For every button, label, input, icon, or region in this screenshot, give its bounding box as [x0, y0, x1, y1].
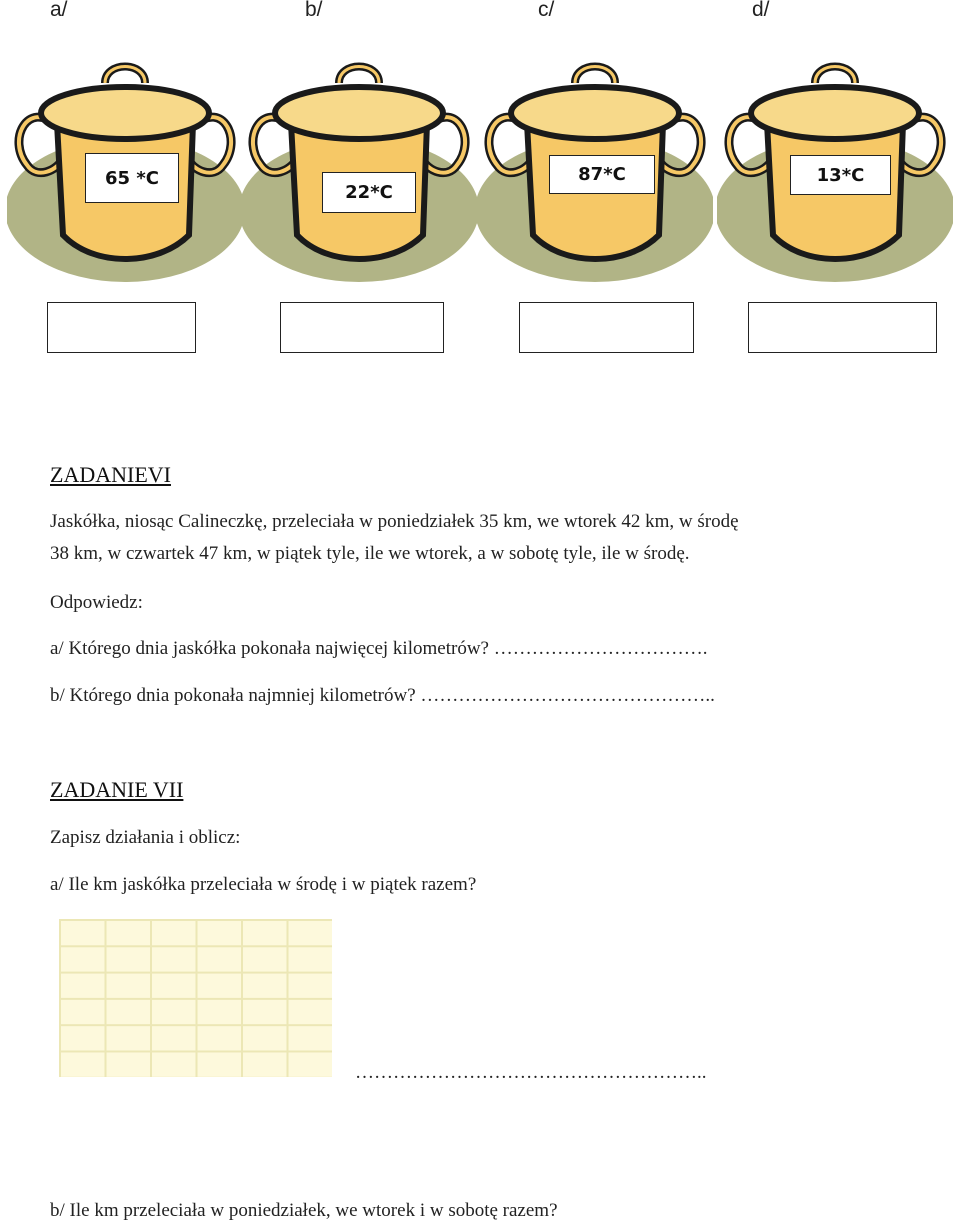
answer-box-b[interactable] — [280, 302, 444, 353]
temperature-label-a: 65 *C — [85, 153, 179, 203]
label-d: d/ — [752, 0, 770, 21]
task6-question-a: a/ Którego dnia jaskółka pokonała najwięcej kilometrów? ……………………………. — [50, 638, 708, 659]
answer-box-a[interactable] — [47, 302, 196, 353]
task6-text-line2: 38 km, w czwartek 47 km, w piątek tyle, ile we wtorek, a w sobotę tyle, ile w środę. — [50, 543, 690, 564]
task7-heading: ZADANIE VII — [50, 777, 184, 802]
task6-text-line1: Jaskółka, niosąc Calineczkę, przeleciała w poniedziałek 35 km, we wtorek 42 km, w środę — [50, 511, 739, 532]
task6-answer-label: Odpowiedz: — [50, 592, 143, 613]
task7-question-b: b/ Ile km przeleciała w poniedziałek, we wtorek i w sobotę razem? — [50, 1200, 558, 1221]
task6-heading: ZADANIEVI — [50, 462, 171, 487]
temperature-label-b: 22*C — [322, 172, 416, 213]
temperature-label-d: 13*C — [790, 155, 891, 195]
task6-question-b: b/ Którego dnia pokonała najmniej kilometrów? ……………………………………….. — [50, 685, 715, 706]
label-a: a/ — [50, 0, 68, 21]
label-b: b/ — [305, 0, 323, 21]
answer-box-d[interactable] — [748, 302, 937, 353]
temperature-label-c: 87*C — [549, 155, 655, 194]
task7-instruction: Zapisz działania i oblicz: — [50, 827, 241, 848]
label-c: c/ — [538, 0, 555, 21]
task7-question-a: a/ Ile km jaskółka przeleciała w środę i w piątek razem? — [50, 874, 477, 895]
answer-box-c[interactable] — [519, 302, 694, 353]
cooking-pot-icon — [241, 45, 477, 290]
answer-dots-line: ……………………………………………….. — [355, 1062, 707, 1083]
calculation-grid[interactable] — [59, 919, 332, 1077]
